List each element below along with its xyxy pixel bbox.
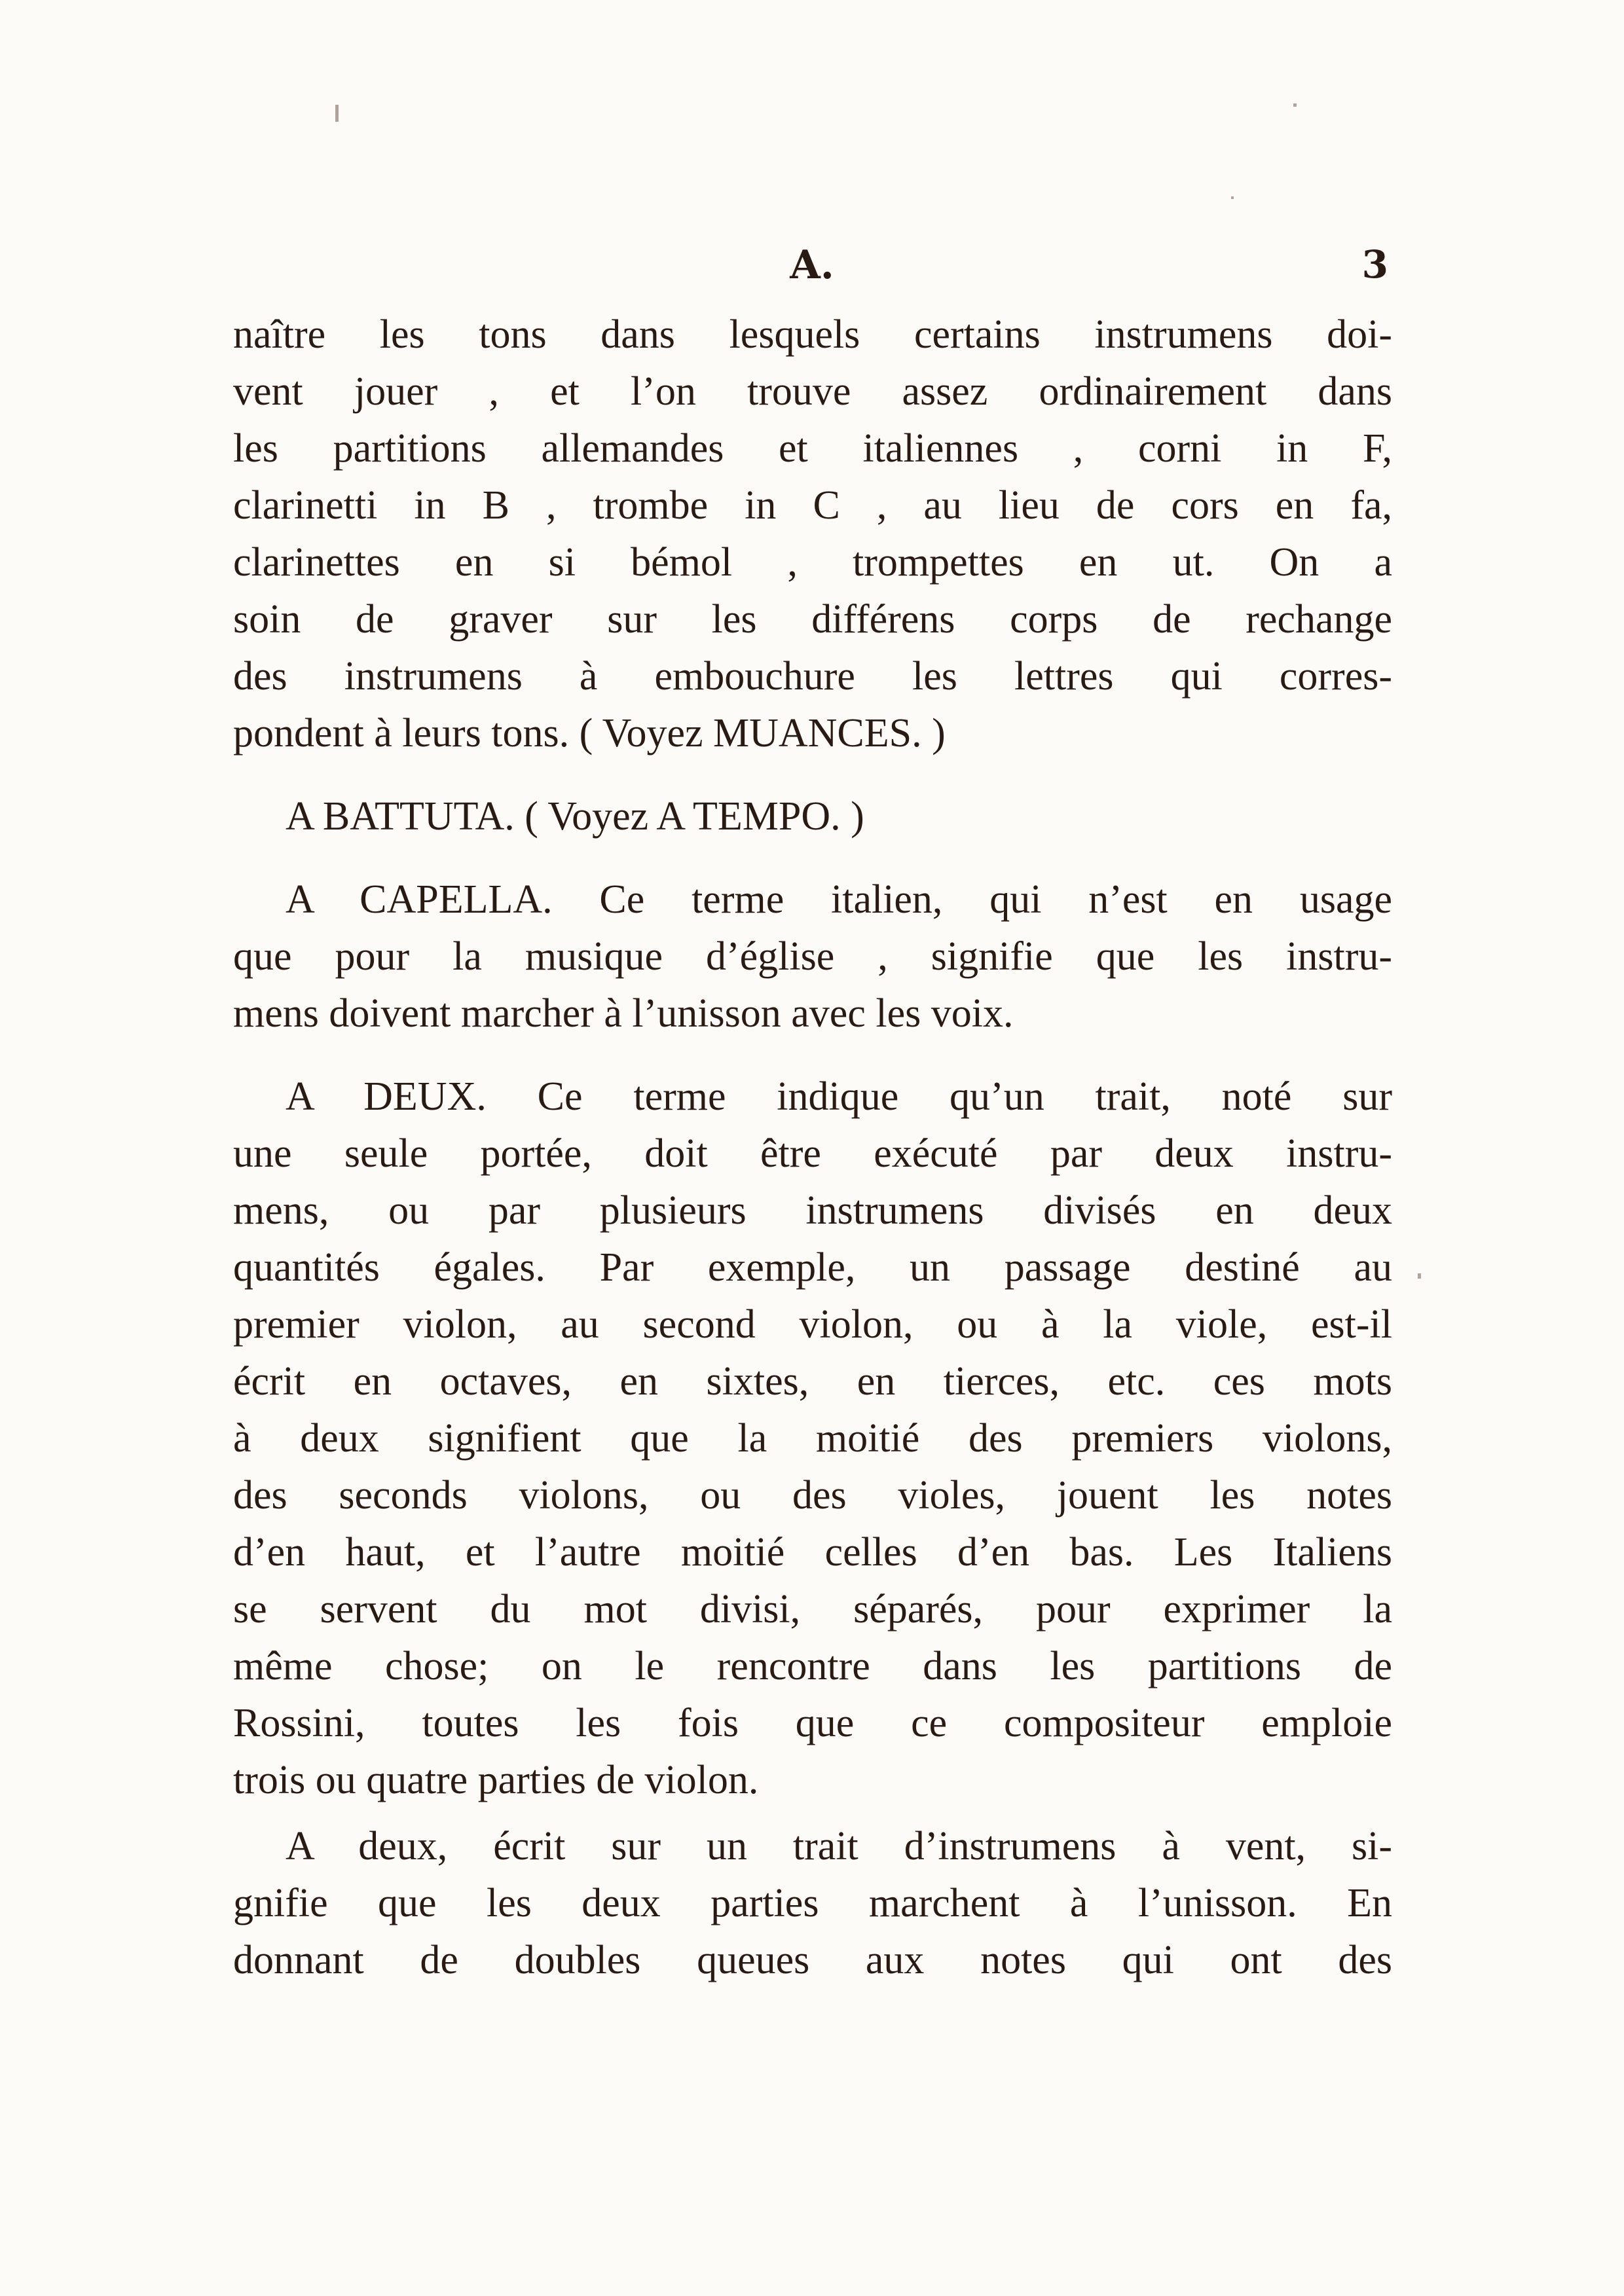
text-line: que pour la musique d’église , signifie que les instru- (233, 934, 1392, 979)
text-line: une seule portée, doit être exécuté par deux instru- (233, 1131, 1392, 1176)
text-line: clarinetti in B , trombe in C , au lieu de cors en fa, (233, 483, 1392, 528)
text-line: pondent à leurs tons. ( Voyez MUANCES. ) (233, 711, 946, 756)
text-line: les partitions allemandes et italiennes , corni in F, (233, 426, 1392, 471)
entry-a-deux-wind: A deux, écrit sur un trait d’instrumens à vent, si- (286, 1824, 1392, 1868)
entry-a-battuta: A BATTUTA. ( Voyez A TEMPO. ) (286, 794, 864, 839)
ink-speck (1231, 196, 1234, 199)
text-line: gnifie que les deux parties marchent à l’unisson. En (233, 1881, 1392, 1925)
text-line: donnant de doubles queues aux notes qui ont des (233, 1938, 1392, 1982)
text-line: d’en haut, et l’autre moitié celles d’en bas. Les Italiens (233, 1530, 1392, 1575)
text-line: vent jouer , et l’on trouve assez ordinairement dans (233, 369, 1392, 414)
page-number: 3 (1361, 242, 1388, 287)
text-line: quantités égales. Par exemple, un passage destiné au (233, 1245, 1392, 1290)
running-head (236, 242, 1388, 295)
text-line: soin de graver sur les différens corps de rechange (233, 597, 1392, 642)
text-line: clarinettes en si bémol , trompettes en ut. On a (233, 540, 1392, 585)
body-text (233, 306, 1392, 1989)
section-letter: A. (790, 242, 834, 288)
text-line: Rossini, toutes les fois que ce compositeur emploie (233, 1701, 1392, 1745)
text-line: à deux signifient que la moitié des premiers violons, (233, 1416, 1392, 1461)
text-line: écrit en octaves, en sixtes, en tierces, etc. ces mots (233, 1359, 1392, 1404)
text-line: naître les tons dans lesquels certains instrumens doi- (233, 312, 1392, 357)
ink-speck (1418, 1273, 1421, 1279)
entry-a-capella: A CAPELLA. Ce terme italien, qui n’est en usage (286, 877, 1392, 922)
text-line: des seconds violons, ou des violes, jouent les notes (233, 1473, 1392, 1518)
text-line: mens, ou par plusieurs instrumens divisés en deux (233, 1188, 1392, 1233)
text-line: même chose; on le rencontre dans les partitions de (233, 1644, 1392, 1688)
entry-a-deux: A DEUX. Ce terme indique qu’un trait, noté sur (286, 1074, 1392, 1119)
text-line: des instrumens à embouchure les lettres qui corres- (233, 654, 1392, 699)
text-line: se servent du mot divisi, séparés, pour exprimer la (233, 1587, 1392, 1631)
text-line: mens doivent marcher à l’unisson avec les voix. (233, 991, 1014, 1036)
text-line: premier violon, au second violon, ou à la viole, est-il (233, 1302, 1392, 1347)
ink-speck (335, 105, 339, 122)
text-line: trois ou quatre parties de violon. (233, 1758, 759, 1802)
ink-speck (1293, 103, 1297, 107)
